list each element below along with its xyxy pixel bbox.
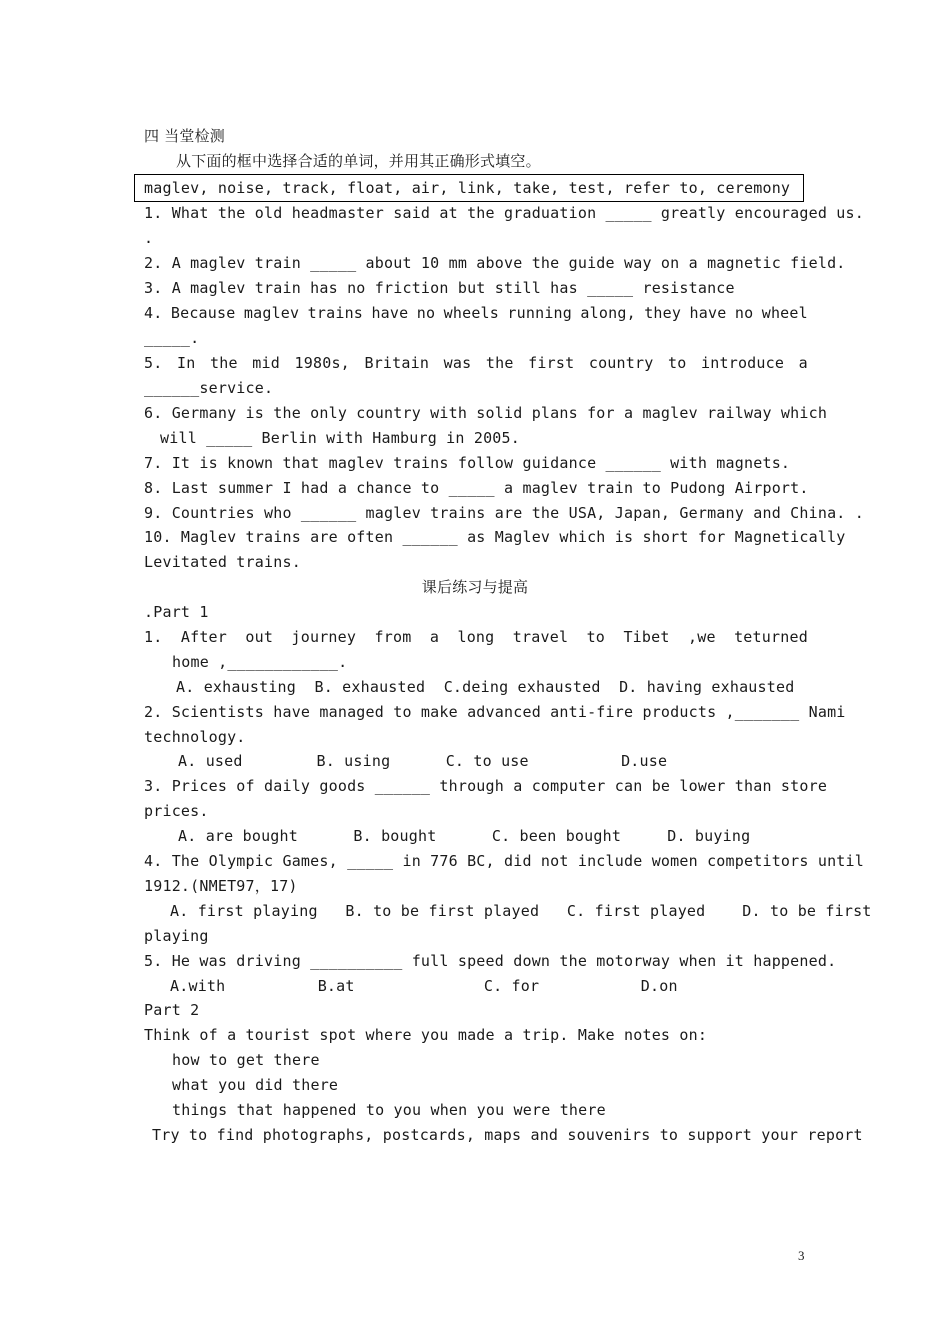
word: to [586, 628, 606, 646]
word: running [507, 304, 573, 322]
practice-4-line-2: 1912.(NMET97，17) [144, 877, 298, 895]
practice-1-options: A. exhausting B. exhausted C.deing exhausted D. having exhausted [176, 678, 795, 696]
word: have [371, 304, 409, 322]
word: 1980s, [294, 354, 350, 372]
part-2-label: Part 2 [144, 1001, 200, 1019]
task-note-3: things that happened to you when you were there [172, 1101, 606, 1119]
word: to [668, 354, 687, 372]
word: 1. [144, 628, 163, 646]
practice-3-line-2: prices. [144, 802, 209, 820]
practice-title: 课后练习与提高 [421, 578, 529, 596]
task-instruction: Try to find photographs, postcards, maps and souvenirs to support your report [152, 1126, 863, 1144]
practice-4-line-4: playing [144, 927, 209, 945]
word: the [485, 354, 514, 372]
practice-4-line-3: A. first playing B. to be first played C. first played D. to be first [170, 902, 872, 920]
question-2: 2. A maglev train _____ about 10 mm above the guide way on a magnetic field. [144, 254, 846, 272]
question-4-line-2: _____. [144, 329, 200, 347]
word: wheels [443, 304, 500, 322]
practice-4-line-1: 4. The Olympic Games, _____ in 776 BC, did not include women competitors until [144, 852, 864, 870]
word-box-text: maglev, noise, track, float, air, link, take, test, refer to, ceremony [144, 179, 791, 197]
word: In [177, 354, 196, 372]
word: mid [252, 354, 280, 372]
question-4-line-1 [144, 303, 808, 323]
question-6-line-2: will _____ Berlin with Hamburg in 2005. [160, 429, 520, 447]
task-note-1: how to get there [172, 1051, 320, 1069]
word: have [689, 304, 727, 322]
word: the [210, 354, 238, 372]
question-5-line-2: ______service. [144, 379, 274, 397]
word: Because [170, 304, 236, 322]
word: Britain [364, 354, 430, 372]
question-3: 3. A maglev train has no friction but still has _____ resistance [144, 279, 735, 297]
word: country [588, 354, 654, 372]
question-5-line-1 [144, 353, 808, 373]
word: maglev [243, 304, 300, 322]
practice-1-line-2: home ,____________. [172, 653, 348, 671]
word: After [180, 628, 228, 646]
practice-3-line-1: 3. Prices of daily goods ______ through a computer can be lower than store [144, 777, 828, 795]
word: first [528, 354, 575, 372]
question-10-line-1: 10. Maglev trains are often ______ as Maglev which is short for Magnetically [144, 528, 846, 546]
word: a [798, 354, 808, 372]
word: 4. [144, 304, 163, 322]
word: 5. [144, 354, 163, 372]
practice-5: 5. He was driving __________ full speed down the motorway when it happened. [144, 952, 837, 970]
word: out [245, 628, 274, 646]
page-number: 3 [798, 1248, 805, 1263]
practice-2-line-1: 2. Scientists have managed to make advanced anti-fire products ,_______ Nami [144, 703, 846, 721]
word: ,we [687, 628, 716, 646]
part-1-label: .Part 1 [144, 603, 209, 621]
practice-2-options: A. used B. using C. to use D.use [178, 752, 668, 770]
word: a [429, 628, 440, 646]
question-7: 7. It is known that maglev trains follow guidance ______ with magnets. [144, 454, 791, 472]
word: they [644, 304, 682, 322]
practice-2-line-2: technology. [144, 728, 246, 746]
word: long [457, 628, 495, 646]
question-1-line-1: 1. What the old headmaster said at the graduation _____ greatly encouraged us. [144, 204, 864, 222]
section-heading: 四 当堂检测 [144, 127, 225, 145]
word: no [416, 304, 436, 322]
question-10-line-2: Levitated trains. [144, 553, 301, 571]
word: introduce [701, 354, 785, 372]
practice-3-options: A. are bought B. bought C. been bought D. buying [178, 827, 751, 845]
word: journey [291, 628, 357, 646]
task-note-2: what you did there [172, 1076, 339, 1094]
word: Tibet [623, 628, 670, 646]
question-1-line-2: . [144, 229, 154, 247]
question-9: 9. Countries who ______ maglev trains are the USA, Japan, Germany and China. . [144, 504, 864, 522]
word: wheel [761, 304, 808, 322]
word: no [734, 304, 754, 322]
word: was [443, 354, 472, 372]
practice-1-line-1 [144, 627, 808, 647]
question-8: 8. Last summer I had a chance to _____ a maglev train to Pudong Airport. [144, 479, 809, 497]
question-6-line-1: 6. Germany is the only country with solid plans for a maglev railway which [144, 404, 828, 422]
word: teturned [734, 628, 808, 646]
practice-5-options: A.with B.at C. for D.on [170, 977, 678, 995]
word: travel [512, 628, 569, 646]
word: along, [580, 304, 636, 322]
word: from [374, 628, 412, 646]
instruction: 从下面的框中选择合适的单词，并用其正确形式填空。 [176, 152, 541, 170]
word: trains [307, 304, 364, 322]
task-intro: Think of a tourist spot where you made a trip. Make notes on: [144, 1026, 708, 1044]
